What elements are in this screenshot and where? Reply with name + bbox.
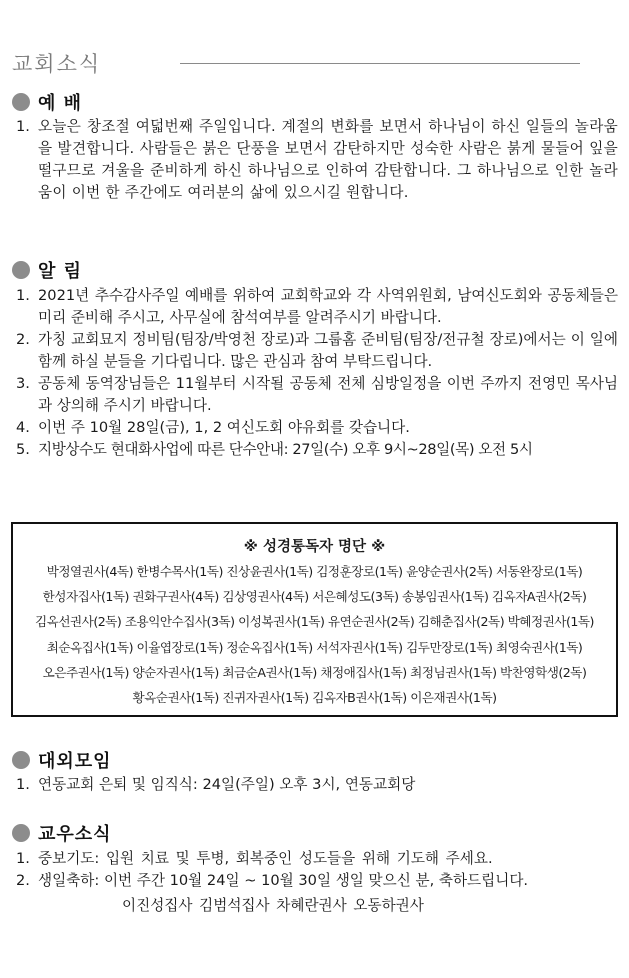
reader-name: 송봉임권사(1독) (402, 589, 489, 605)
names-row (19, 660, 610, 685)
list-item (16, 417, 618, 439)
reader-name: 서동완장로(1독) (495, 564, 583, 579)
section-label-external: 대외모임 (38, 751, 112, 772)
reader-name: 유연순권사(2독) (327, 614, 415, 630)
reader-name: 이성복권사(1독) (238, 614, 325, 630)
reader-name: 박찬영학생(2독) (500, 664, 587, 680)
reader-name: 권화구권사(4독) (132, 589, 219, 605)
reader-name: 한병수목사(1독) (136, 564, 223, 579)
external-list (16, 774, 618, 796)
section-header-members (12, 820, 112, 846)
section-header-external (12, 747, 112, 773)
reader-name: 김상영권사(4독) (222, 589, 309, 605)
reader-name: 박정열권사(4독) (46, 564, 134, 579)
reader-name: 조용익안수집사(3독) (124, 614, 235, 630)
item-number: 1. (16, 850, 30, 867)
title-divider (180, 63, 580, 64)
item-text: 이번 주 10월 28일(금), 1, 2 여신도회 야유회를 갖습니다. (38, 419, 410, 436)
item-number: 5. (16, 441, 30, 458)
reader-name: 최금순A권사(1독) (222, 664, 317, 680)
reader-name: 윤양순권사(2독) (406, 564, 493, 579)
section-label-announcements: 알 림 (38, 261, 83, 282)
reader-name: 한성자집사(1독) (42, 589, 129, 605)
item-text: 중보기도: 입원 치료 및 투병, 회복중인 성도들을 위해 기도해 주세요. (38, 850, 493, 867)
item-text: 가칭 교회묘지 정비팀(팀장/박영천 장로)과 그룹홈 준비팀(팀장/전규철 장로)에서는 이 일에 함께 하실 분들을 기다립니다. 많은 관심과 참여 부탁드립니다. (38, 331, 618, 370)
section-bullet-icon (12, 93, 30, 111)
reader-name: 진귀자권사(1독) (222, 690, 309, 706)
bible-readers-box (11, 522, 618, 717)
item-number: 2. (16, 331, 30, 348)
reader-name: 진상윤권사(1독) (226, 564, 313, 579)
item-text: 지방상수도 현대화사업에 따른 단수안내: 27일(수) 오후 9시~28일(목) 오전 5시 (38, 441, 533, 458)
item-text: 오늘은 창조절 여덟번째 주일입니다. 계절의 변화를 보면서 하나님이 하신 일들의 놀라움을 발견합니다. 사람들은 붉은 단풍을 보면서 감탄하지만 성숙한 사람은 붉게 물들어 잎을 떨구므로 겨울을 준비하게 하신 하나님으로 인하여 감탄합니다. 그 하나님으로 인한 놀라움이 이번 한 주간에도 여러분의 삶에 있으시길 원합니다. (38, 118, 618, 201)
reader-name: 채정애집사(1독) (320, 664, 407, 680)
names-row (19, 584, 610, 609)
section-header-announcements (12, 257, 82, 283)
item-text: 연동교회 은퇴 및 임직식: 24일(주일) 오후 3시, 연동교회당 (38, 776, 416, 793)
list-item (16, 870, 618, 892)
reader-name: 양순자권사(1독) (132, 664, 219, 680)
section-bullet-icon (12, 824, 30, 842)
reader-name: 김옥자A권사(2독) (491, 589, 587, 605)
section-label-worship: 예 배 (38, 93, 83, 114)
page-title: 교회소식 (12, 52, 102, 76)
section-bullet-icon (12, 751, 30, 769)
reader-name: 김옥선권사(2독) (35, 614, 122, 630)
birthday-names: 이진성집사 김범석집사 차혜란권사 오동하권사 (122, 897, 424, 914)
reader-name: 황옥순권사(1독) (132, 690, 219, 706)
item-number: 1. (16, 287, 30, 304)
names-row (19, 559, 610, 584)
reader-name: 서은혜성도(3독) (312, 589, 399, 605)
item-number: 1. (16, 776, 30, 793)
reader-name: 오은주권사(1독) (42, 664, 129, 680)
section-header-worship (12, 89, 82, 115)
reader-name: 이은재권사(1독) (410, 690, 497, 706)
list-item (16, 329, 618, 373)
names-row (19, 609, 610, 634)
reader-name: 서석자권사(1독) (316, 639, 403, 655)
section-label-members: 교우소식 (38, 824, 112, 845)
bible-readers-title: ※ 성경통독자 명단 ※ (243, 539, 386, 555)
names-row (19, 635, 610, 660)
reader-name: 정순옥집사(1독) (226, 639, 313, 655)
reader-name: 최정님권사(1독) (410, 664, 497, 680)
list-item (16, 848, 618, 870)
item-number: 3. (16, 375, 30, 392)
bible-readers-names (13, 559, 616, 710)
reader-name: 최순옥집사(1독) (46, 639, 134, 655)
members-list (16, 848, 618, 892)
reader-name: 김정훈장로(1독) (316, 564, 403, 579)
item-number: 2. (16, 872, 30, 889)
reader-name: 박혜정권사(1독) (507, 614, 594, 630)
reader-name: 최영숙권사(1독) (495, 639, 583, 655)
list-item (16, 774, 618, 796)
list-item (16, 116, 618, 204)
names-row (19, 685, 610, 710)
list-item (16, 439, 618, 461)
item-text: 생일축하: 이번 주간 10월 24일 ~ 10월 30일 생일 맞으신 분, 축하드립니다. (38, 872, 529, 889)
list-item (16, 285, 618, 329)
item-text: 공동체 동역장님들은 11월부터 시작될 공동체 전체 심방일정을 이번 주까지 전영민 목사님과 상의해 주시기 바랍니다. (38, 375, 618, 414)
reader-name: 김옥자B권사(1독) (312, 690, 407, 706)
item-text: 2021년 추수감사주일 예배를 위하여 교회학교와 각 사역위원회, 남여신도회와 공동체들은 미리 준비해 주시고, 사무실에 참석여부를 알려주시기 바랍니다. (38, 287, 618, 326)
item-number: 4. (16, 419, 30, 436)
reader-name: 이율엽장로(1독) (136, 639, 223, 655)
section-bullet-icon (12, 261, 30, 279)
reader-name: 김해춘집사(2독) (417, 614, 505, 630)
item-number: 1. (16, 118, 30, 135)
reader-name: 김두만장로(1독) (406, 639, 493, 655)
list-item (16, 373, 618, 417)
announcements-list (16, 285, 618, 461)
worship-list (16, 116, 618, 204)
